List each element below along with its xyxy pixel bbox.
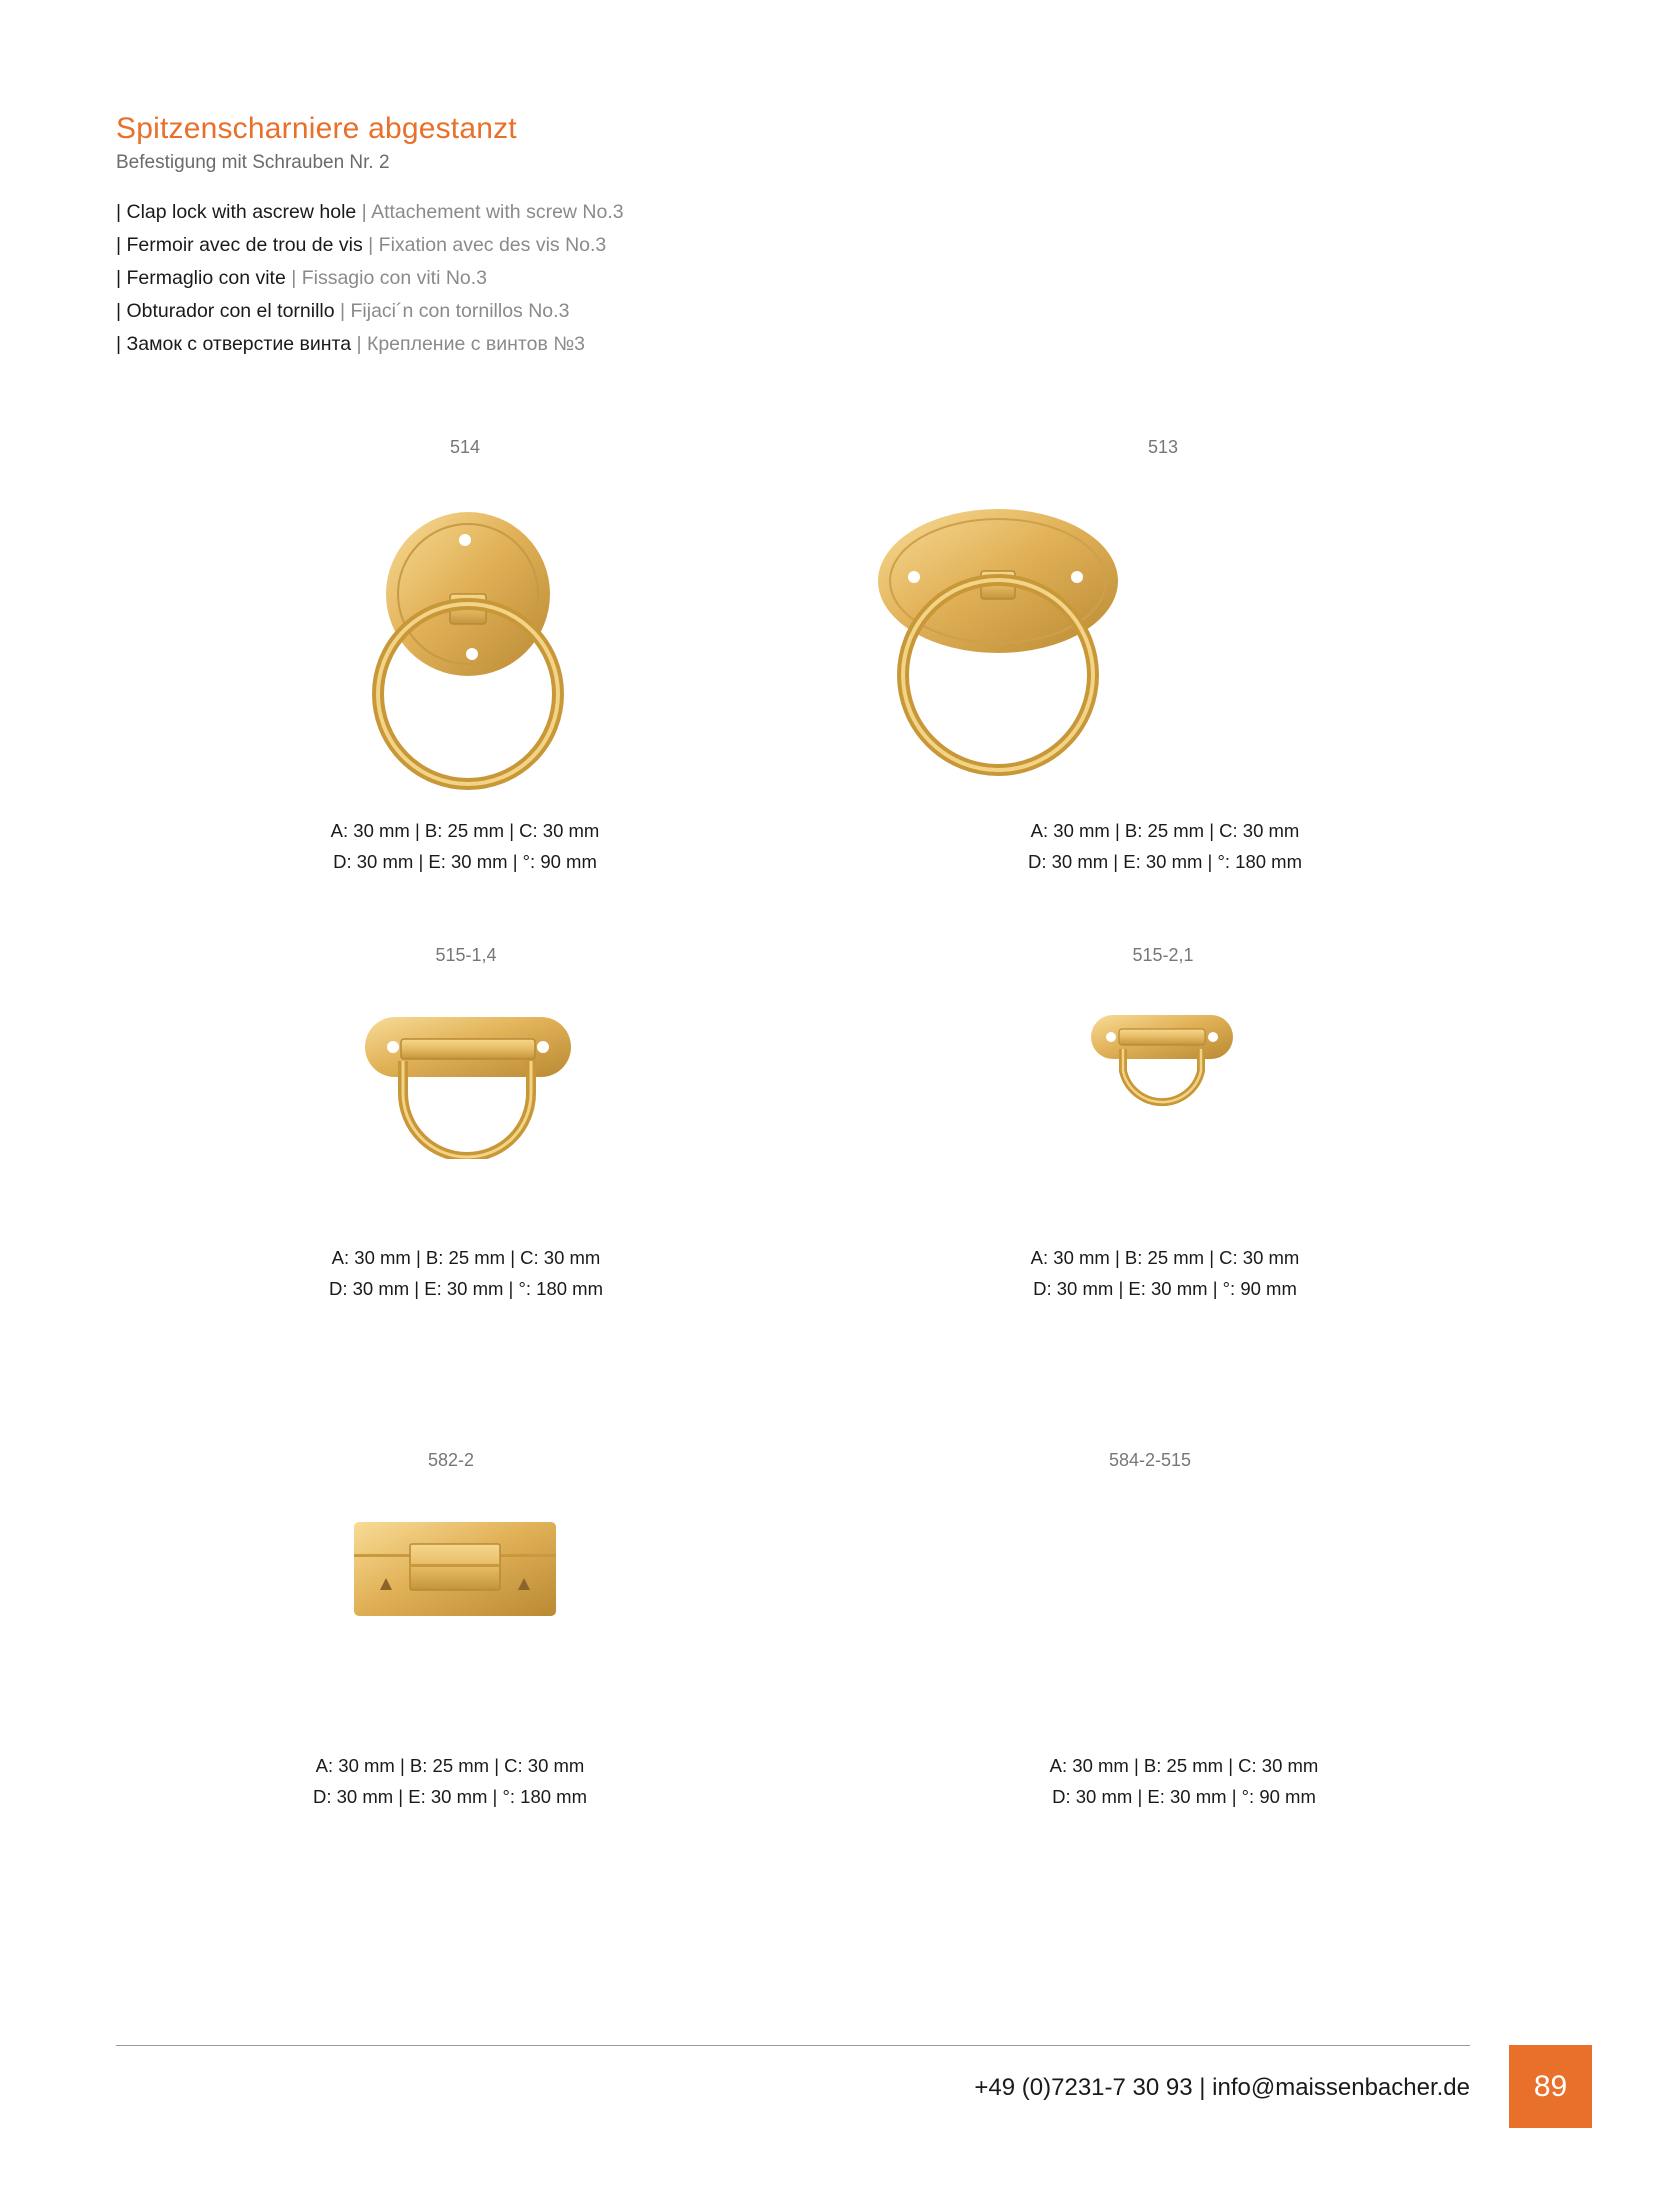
dimensions-line-1: A: 30 mm | B: 25 mm | C: 30 mm — [331, 1247, 601, 1268]
dimensions-line-2: D: 30 mm | E: 30 mm | °: 90 mm — [1033, 1278, 1297, 1299]
product-code-515-2-1: 515-2,1 — [1132, 945, 1194, 965]
dimensions-line-1: A: 30 mm | B: 25 mm | C: 30 mm — [1030, 820, 1300, 841]
language-list — [116, 196, 624, 361]
language-sub: | Fissagio con viti No.3 — [291, 267, 488, 289]
product-code-514: 514 — [449, 437, 481, 457]
product-dimensions-584-2-515 — [1050, 1750, 1319, 1812]
language-sub: | Fixation avec des vis No.3 — [368, 234, 607, 256]
language-sub: | Attachement with screw No.3 — [361, 201, 624, 223]
dimensions-line-1: A: 30 mm | B: 25 mm | C: 30 mm — [1049, 1755, 1319, 1776]
dimensions-line-2: D: 30 mm | E: 30 mm | °: 90 mm — [333, 851, 597, 872]
product-dimensions-513 — [1028, 815, 1302, 877]
language-main: | Obturador con el tornillo — [116, 300, 341, 322]
dimensions-line-2: D: 30 mm | E: 30 mm | °: 90 mm — [1052, 1786, 1316, 1807]
language-line-it — [116, 262, 624, 295]
language-main: | Fermoir avec de trou de vis — [116, 234, 369, 256]
dimensions-line-1: A: 30 mm | B: 25 mm | C: 30 mm — [1030, 1247, 1300, 1268]
footer-divider — [116, 2045, 1470, 2046]
page-number: 89 — [1533, 2069, 1568, 2103]
dimensions-line-1: A: 30 mm | B: 25 mm | C: 30 mm — [315, 1755, 585, 1776]
page-title: Spitzenscharniere abgestanzt — [116, 112, 517, 145]
product-dimensions-514 — [331, 815, 600, 877]
ring-clasp-round-image — [365, 508, 575, 796]
language-sub: | Fijaci´n con tornillos No.3 — [340, 300, 570, 322]
language-line-es — [116, 295, 624, 328]
page-number-badge — [1509, 2045, 1592, 2128]
ring-clasp-oval-image — [874, 505, 1122, 777]
product-code-513: 513 — [1147, 437, 1179, 457]
language-line-ru — [116, 328, 624, 361]
language-main: | Замок с отверстие винта — [116, 333, 357, 355]
page-subtitle: Befestigung mit Schrauben Nr. 2 — [116, 152, 390, 173]
product-code-584-2-515: 584-2-515 — [1108, 1450, 1192, 1470]
language-line-en — [116, 196, 624, 229]
language-sub: | Крепление с винтов №3 — [356, 333, 586, 355]
product-code-515-1-4: 515-1,4 — [435, 945, 497, 965]
language-main: | Clap lock with ascrew hole — [116, 201, 362, 223]
hinge-plate-image — [352, 1518, 558, 1620]
dimensions-line-2: D: 30 mm | E: 30 mm | °: 180 mm — [1027, 851, 1303, 872]
language-line-fr — [116, 229, 624, 262]
dimensions-line-2: D: 30 mm | E: 30 mm | °: 180 mm — [328, 1278, 604, 1299]
dimensions-line-2: D: 30 mm | E: 30 mm | °: 180 mm — [312, 1786, 588, 1807]
d-ring-plate-large-image — [363, 1013, 573, 1159]
product-code-582-2: 582-2 — [427, 1450, 475, 1470]
language-main: | Fermaglio con vite — [116, 267, 292, 289]
product-dimensions-582-2 — [313, 1750, 587, 1812]
dimensions-line-1: A: 30 mm | B: 25 mm | C: 30 mm — [330, 820, 600, 841]
footer-contact: +49 (0)7231-7 30 93 | info@maissenbacher.de — [974, 2074, 1470, 2101]
d-ring-plate-small-image — [1089, 1013, 1235, 1119]
product-dimensions-515-1-4 — [329, 1242, 603, 1304]
product-dimensions-515-2-1 — [1031, 1242, 1300, 1304]
